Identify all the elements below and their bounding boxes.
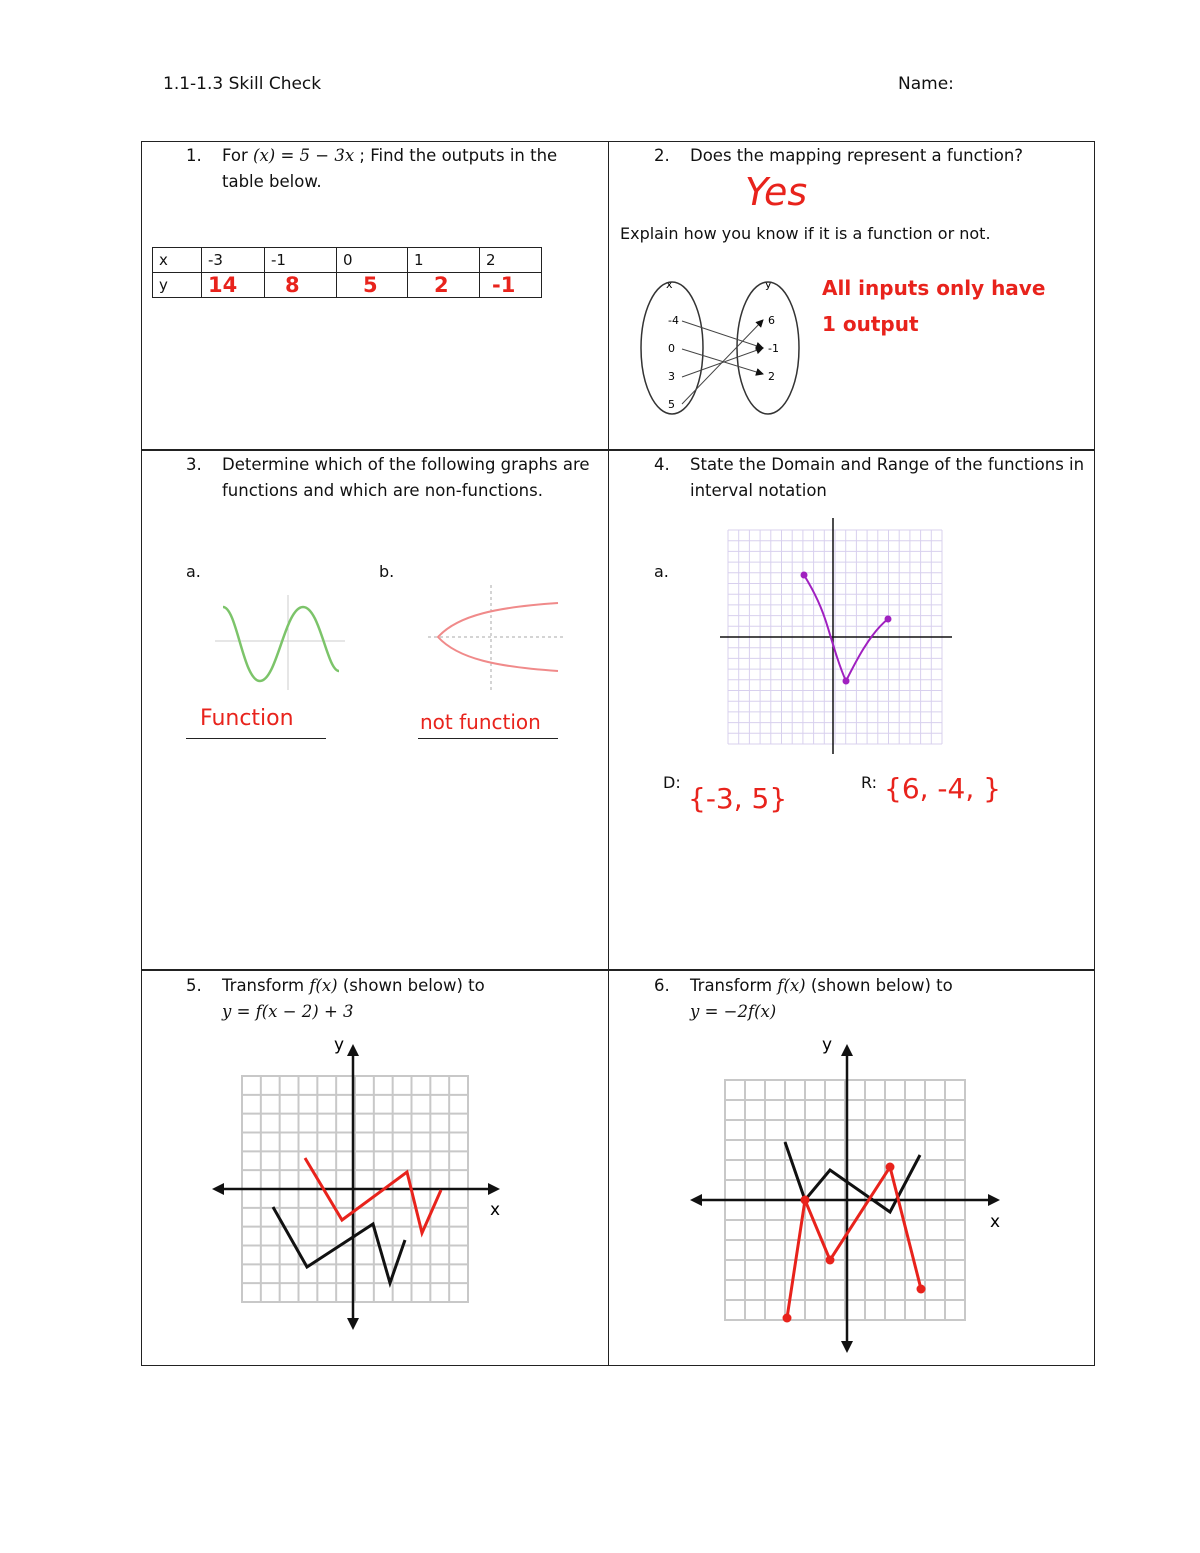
transform-graph-6 [690,1030,1010,1355]
question-number: 2. [654,146,670,165]
answer-cell[interactable]: 14 [202,273,265,298]
graph-b-answer[interactable]: not function [420,710,541,734]
table-cell: 1 [408,248,480,273]
plotted-point [801,1196,810,1205]
table-cell: -1 [265,248,337,273]
range-value: 6 [768,314,775,327]
explanation-line: All inputs only have [822,276,1046,300]
domain-value: 3 [668,370,675,383]
range-value: 2 [768,370,775,383]
domain-value: -4 [668,314,679,327]
range-label: R: [861,773,878,792]
question-number: 5. [186,976,202,995]
answer-cell[interactable]: -1 [480,273,542,298]
answer-cell[interactable]: 2 [408,273,480,298]
domain-value: 0 [668,342,675,355]
q6-target: y = −2f(x) [690,1002,777,1021]
arrow-down [841,1341,853,1353]
arrow-up [347,1044,359,1056]
q6-text-pre: Transform [690,976,778,995]
q1-text-post: ; Find the outputs in the table below. [222,146,558,191]
arrow-down [347,1318,359,1330]
question-text: State the Domain and Range of the functions in interval notation [690,455,1085,500]
question-text [222,973,592,1025]
sine-curve [223,607,339,681]
q5-target: y = f(x − 2) + 3 [222,1002,354,1021]
q5-text-post: (shown below) to [337,976,485,995]
transform-graph-5 [210,1030,510,1335]
question-number: 4. [654,455,670,474]
q5-text-pre: Transform [222,976,310,995]
endpoint [885,616,892,623]
mapping-y-header: y [765,278,772,291]
plotted-point [917,1285,926,1294]
name-label: Name: [898,74,954,94]
q6-fx: f(x) [777,976,806,995]
explain-prompt: Explain how you know if it is a function or not. [620,224,991,243]
q1-formula: (x) = 5 − 3x [253,146,355,165]
graph-a-label: a. [186,562,201,581]
arrow-left [212,1183,224,1195]
question-number: 6. [654,976,670,995]
range-value: -1 [768,342,779,355]
table-cell: 0 [337,248,408,273]
y-axis-label: y [334,1035,345,1055]
domain-label: D: [663,773,681,792]
table-row-x [153,248,542,273]
vertex [843,678,850,685]
answer-line [186,738,326,739]
graph-a-label: a. [654,562,669,581]
worksheet-title: 1.1-1.3 Skill Check [163,74,322,94]
arrow-left [690,1194,702,1206]
x-axis-label: x [490,1200,501,1220]
question-text: Does the mapping represent a function? [690,146,1024,165]
domain-value: 5 [668,398,675,411]
q2-answer[interactable]: Yes [745,170,808,214]
answer-cell[interactable]: 8 [265,273,337,298]
question-number: 1. [186,146,202,165]
x-axis-label: x [990,1212,1001,1232]
graph-b-label: b. [379,562,395,581]
arrow-up [841,1044,853,1056]
grid-divider-row1 [141,449,1095,451]
parabola-curve [438,603,558,671]
graph-a-answer[interactable]: Function [200,706,294,731]
table-cell: -3 [202,248,265,273]
plotted-point [783,1314,792,1323]
plotted-point [826,1256,835,1265]
domain-answer[interactable]: {-3, 5} [688,782,788,815]
domain-range-graph [720,518,955,758]
q2-explanation[interactable] [822,270,1045,342]
question-text [222,143,592,195]
question-text: Determine which of the following graphs are functions and which are non-functions. [222,455,590,500]
table-cell: 2 [480,248,542,273]
answer-line [418,738,558,739]
mapping-diagram [630,270,820,430]
range-answer[interactable]: {6, -4, } [884,772,1001,805]
mapping-arrow [682,320,763,404]
endpoint [801,572,808,579]
mapping-arrow [682,321,763,348]
plotted-point [886,1163,895,1172]
mapping-x-header: x [666,278,673,291]
q1-text-pre: For [222,146,254,165]
question-text [690,973,1060,1025]
table-header-x: x [153,248,202,273]
y-axis-label: y [822,1035,833,1055]
q6-text-post: (shown below) to [805,976,953,995]
values-table [152,247,542,298]
question-number: 3. [186,455,202,474]
q5-fx: f(x) [309,976,338,995]
grid-divider-row2 [141,969,1095,971]
grid-divider-vertical [608,141,609,1366]
arrow-right [488,1183,500,1195]
sideways-parabola-graph [428,585,568,690]
answer-cell[interactable]: 5 [337,273,408,298]
arrow-right [988,1194,1000,1206]
sine-graph [215,595,355,690]
table-row-y [153,273,542,298]
table-header-y: y [153,273,202,298]
explanation-line: 1 output [822,312,919,336]
